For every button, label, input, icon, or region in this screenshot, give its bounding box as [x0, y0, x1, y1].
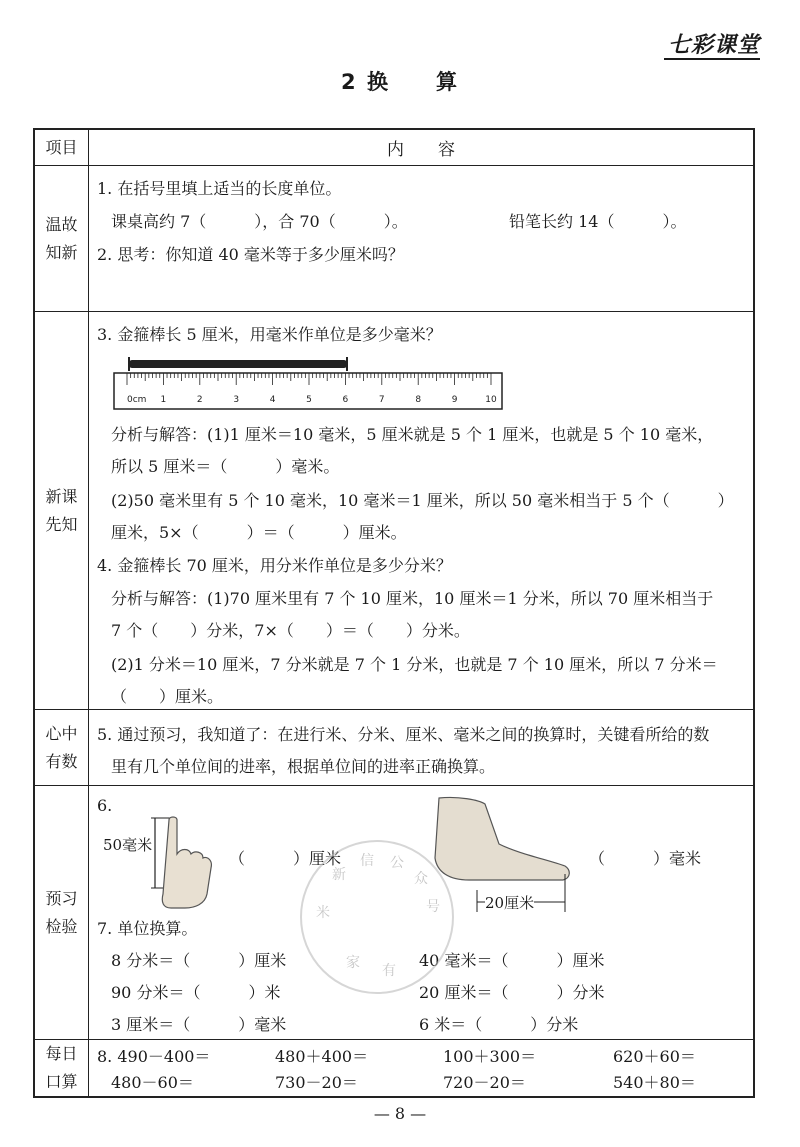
calc-1-2: 480＋400＝: [275, 1047, 369, 1066]
conversion-3a: 3 厘米＝（ ）毫米: [111, 1015, 287, 1034]
ruler-label: 9: [451, 395, 458, 405]
q4-analysis-3: (2)1 分米＝10 厘米，7 分米就是 7 个 1 分米，也就是 7 个 10 厘米，所以 7 分米＝: [111, 655, 718, 674]
ruler-label: 4: [269, 395, 276, 405]
q5-line-1: 5. 通过预习，我知道了：在进行米、分米、厘米、毫米之间的换算时，关键看所给的数: [97, 725, 710, 744]
calc-2-3: 720－20＝: [443, 1073, 526, 1092]
conversion-2b: 20 厘米＝（ ）分米: [419, 983, 605, 1002]
ruler-label: 10: [485, 395, 497, 405]
q4-analysis-2: 7 个（ ）分米，7×（ ）＝（ ）分米。: [111, 621, 470, 640]
conversion-3b: 6 米＝（ ）分米: [419, 1015, 579, 1034]
golden-rod-image: [129, 360, 347, 368]
label-daily: 每日口算: [35, 1040, 89, 1096]
ruler-label: 6: [342, 395, 349, 405]
section-review: [35, 166, 753, 312]
ruler-label: 7: [378, 395, 385, 405]
q5-line-2: 里有几个单位间的进率，根据单位间的进率正确换算。: [111, 757, 496, 776]
section-new: [35, 312, 753, 710]
section-mind: [35, 710, 753, 786]
watermark-stamp: [300, 840, 454, 994]
q3-analysis-3: (2)50 毫米里有 5 个 10 毫米，10 毫米＝1 厘米，所以 50 毫米相当于 5 个（ ）: [111, 491, 734, 510]
conversion-1a: 8 分米＝（ ）厘米: [111, 951, 287, 970]
q4-text: 4. 金箍棒长 70 厘米，用分米作单位是多少分米？: [97, 556, 452, 575]
q3-analysis-1: 分析与解答：(1)1 厘米＝10 毫米，5 厘米就是 5 个 1 厘米，也就是 5 个 10 毫米，: [111, 425, 714, 444]
ruler-label: 5: [306, 395, 312, 405]
label-new: 新课先知: [35, 312, 89, 709]
finger-measure-label: 50毫米: [103, 836, 153, 854]
finger-answer: （ ）厘米: [229, 849, 342, 868]
label-preview: 预习检验: [35, 786, 89, 1039]
table-header-row: [35, 130, 753, 166]
q7-text: 7. 单位换算。: [97, 919, 198, 938]
q1-desk: 课桌高约 7（ ），合 70（ ）。: [111, 212, 408, 231]
q1-pencil: 铅笔长约 14（ ）。: [509, 212, 687, 231]
ruler-image: [113, 372, 503, 410]
calc-2-1: 480－60＝: [111, 1073, 194, 1092]
stamp-char: 号: [426, 899, 440, 915]
header-item: 项目: [35, 130, 89, 165]
calc-1-4: 620＋60＝: [613, 1047, 696, 1066]
label-review: 温故知新: [35, 166, 89, 311]
q4-analysis-4: （ ）厘米。: [111, 687, 224, 706]
page-title: 2 换 算: [341, 70, 459, 94]
stamp-char: 众: [414, 871, 428, 887]
ruler-label: 2: [196, 395, 203, 405]
stamp-char: 信: [360, 853, 374, 869]
conversion-2a: 90 分米＝（ ）米: [111, 983, 281, 1002]
finger-hand-icon: [149, 814, 219, 910]
conversion-1b: 40 毫米＝（ ）厘米: [419, 951, 605, 970]
q4-analysis-1: 分析与解答：(1)70 厘米里有 7 个 10 厘米，10 厘米＝1 分米，所以 70 厘米相当于: [111, 589, 714, 608]
stamp-char: 新: [332, 867, 346, 883]
q1-text: 1. 在括号里填上适当的长度单位。: [97, 179, 342, 198]
ruler-label: 1: [160, 395, 167, 405]
foot-measure-label: 20厘米: [485, 894, 535, 912]
header-content: 内 容: [387, 140, 455, 160]
stamp-char: 米: [316, 905, 330, 921]
calc-2-4: 540＋80＝: [613, 1073, 696, 1092]
calc-2-2: 730－20＝: [275, 1073, 358, 1092]
q2-text: 2. 思考：你知道 40 毫米等于多少厘米吗？: [97, 245, 404, 264]
stamp-char: 有: [382, 963, 396, 979]
q3-analysis-2: 所以 5 厘米＝（ ）毫米。: [111, 457, 340, 476]
stamp-char: 家: [346, 955, 360, 971]
page-number: — 8 —: [373, 1104, 427, 1123]
section-daily: [35, 1040, 753, 1096]
calc-1-3: 100＋300＝: [443, 1047, 537, 1066]
calc-1-1: 8. 490－400＝: [97, 1047, 211, 1066]
q6-text: 6.: [97, 796, 113, 815]
foot-answer: （ ）毫米: [589, 849, 702, 868]
brand-logo: 七彩课堂: [667, 33, 760, 58]
ruler-label: 3: [233, 395, 240, 405]
ruler-label: 8: [415, 395, 422, 405]
label-mind: 心中有数: [35, 710, 89, 785]
stamp-char: 公: [390, 855, 404, 871]
ruler-label: 0cm: [127, 395, 147, 405]
brand-underline: [664, 58, 760, 60]
q3-analysis-4: 厘米，5×（ ）＝（ ）厘米。: [111, 523, 407, 542]
q3-text: 3. 金箍棒长 5 厘米，用毫米作单位是多少毫米？: [97, 325, 442, 344]
